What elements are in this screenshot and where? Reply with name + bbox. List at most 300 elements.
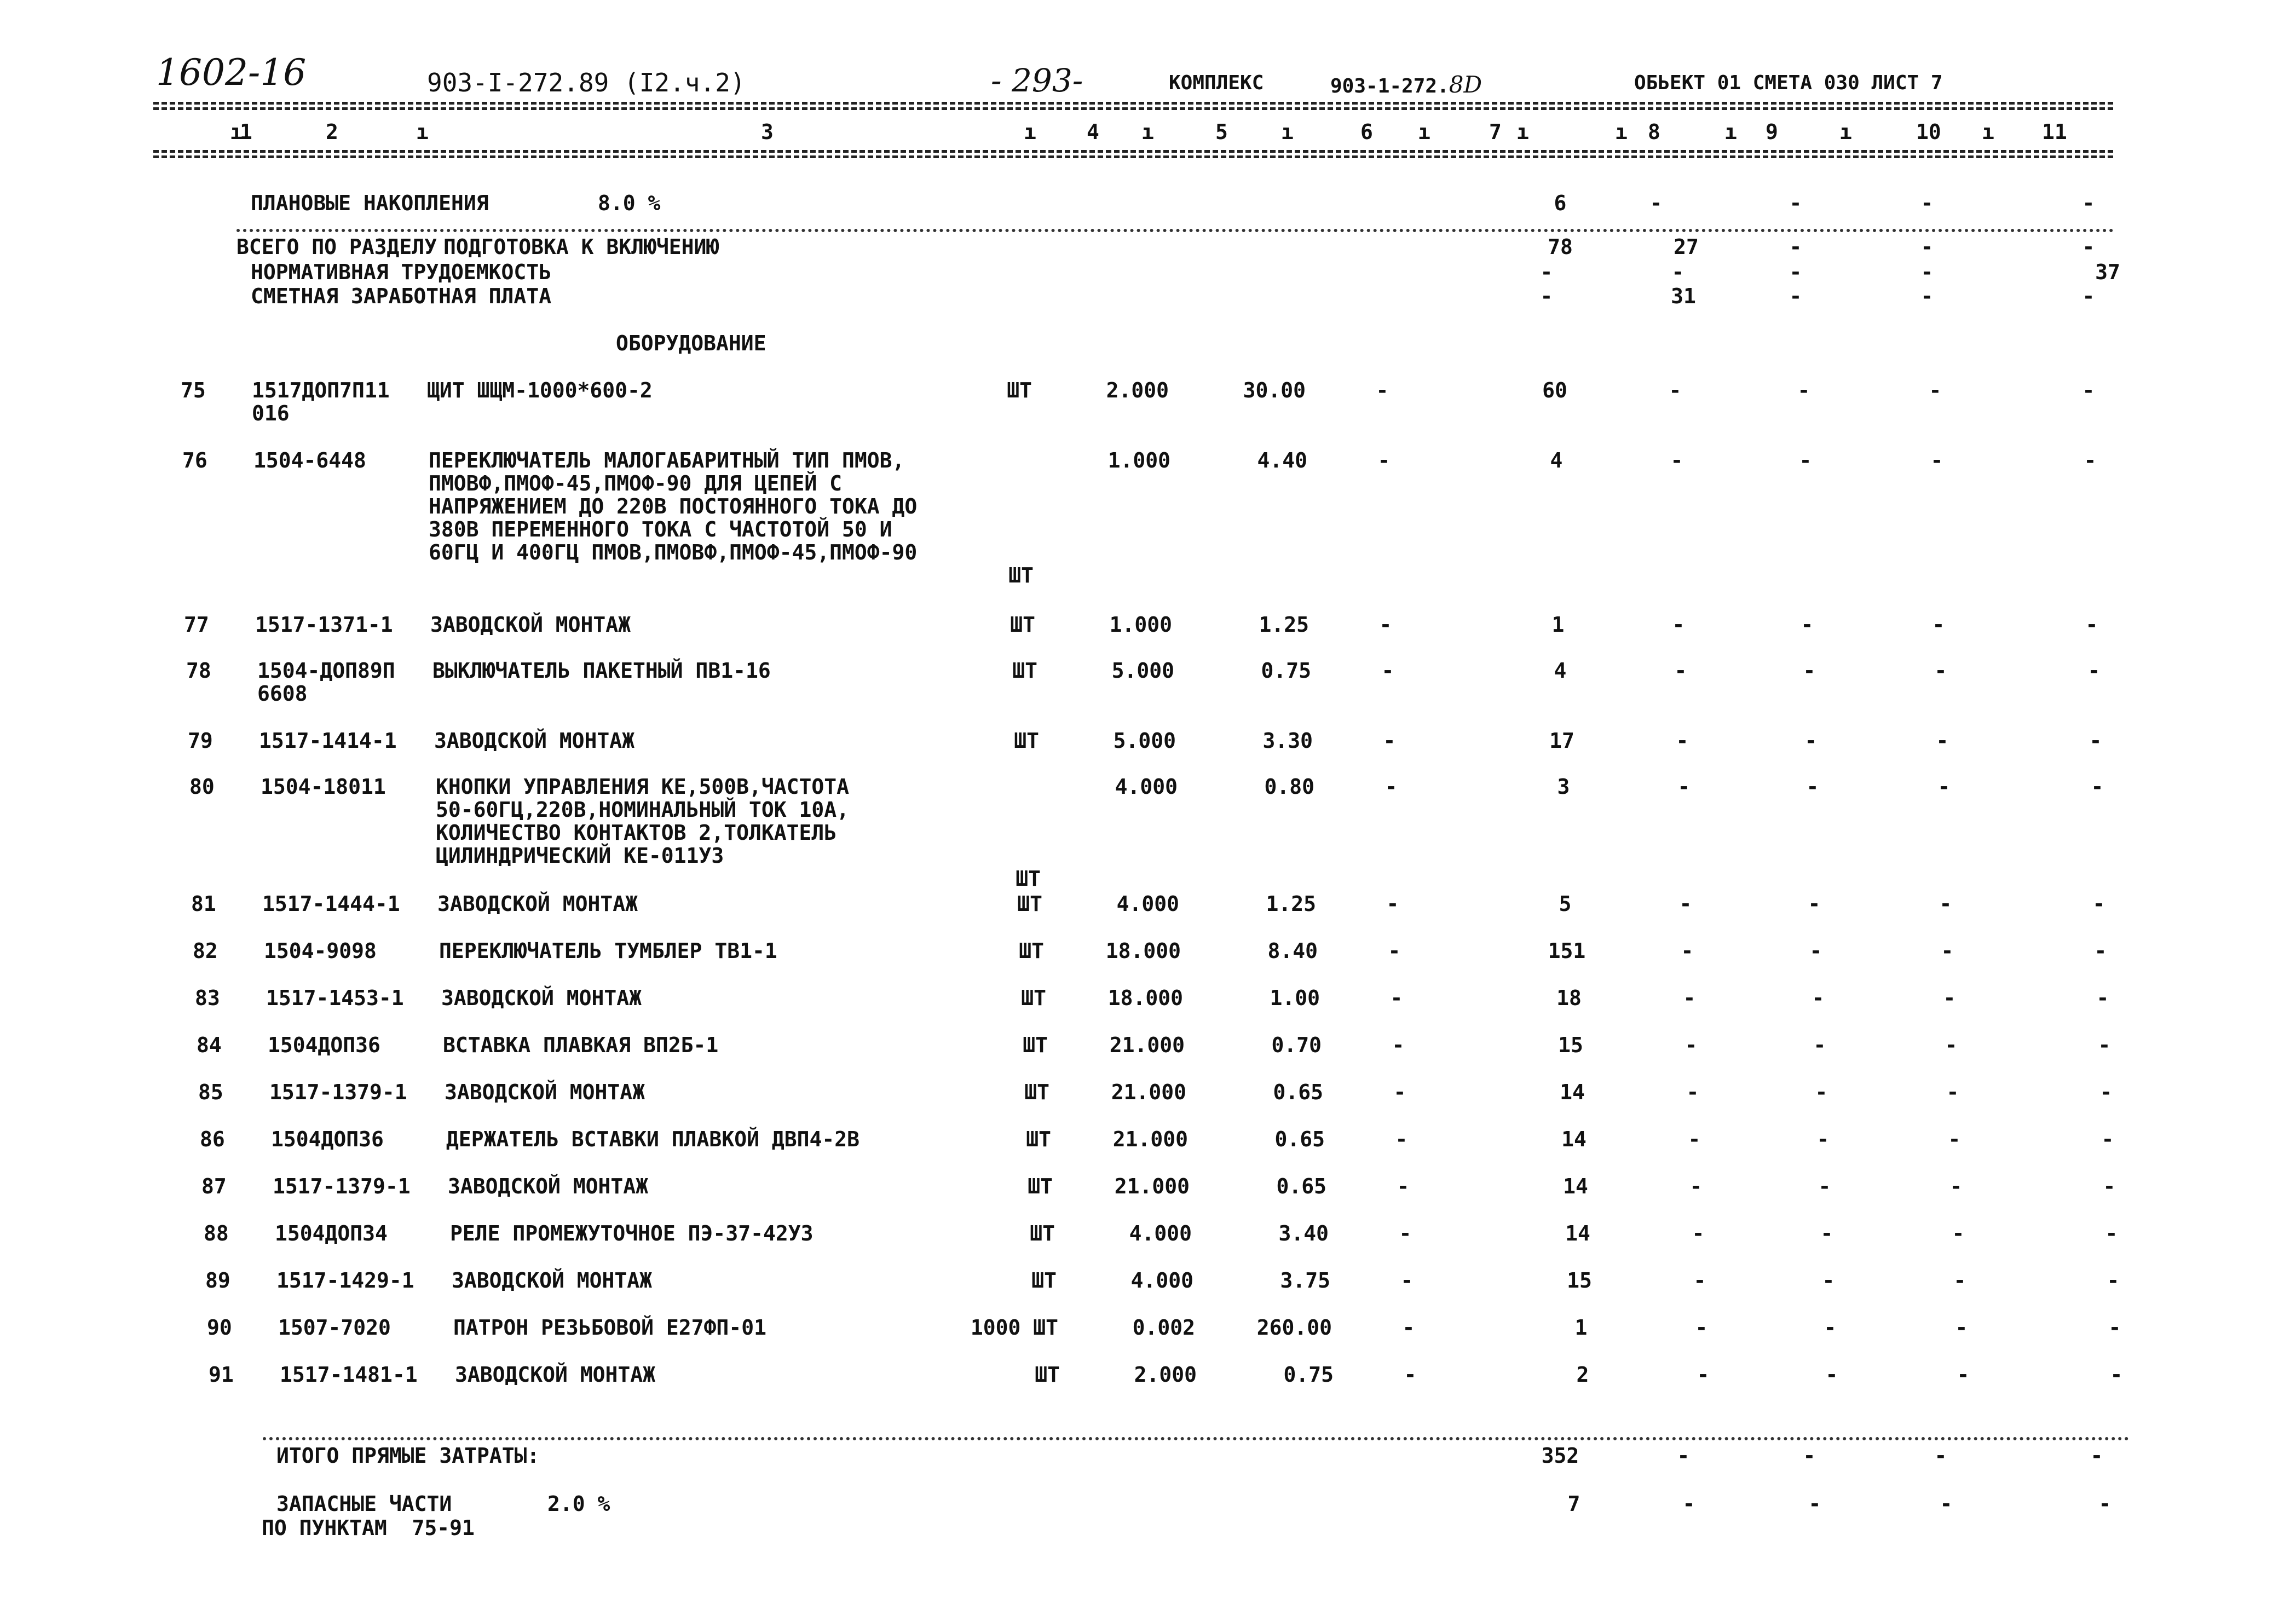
item-c6: - — [1402, 1315, 1415, 1340]
item-description-line: ПМОВФ,ПМОФ-45,ПМОФ-90 ДЛЯ ЦЕПЕЙ С — [429, 471, 842, 495]
item-c8: - — [1672, 613, 1685, 637]
item-quantity: 4.000 — [1129, 1221, 1192, 1245]
item-quantity: 1.000 — [1109, 613, 1172, 637]
section-total-r1-c10: - — [1920, 235, 1934, 259]
item-c10: - — [1932, 613, 1945, 637]
item-unit: ШТ — [1012, 659, 1037, 683]
item-number: 90 — [207, 1315, 232, 1340]
item-c10: - — [1934, 659, 1947, 683]
item-price: 1.25 — [1266, 892, 1316, 916]
item-c10: - — [1949, 1174, 1963, 1198]
item-price: 3.30 — [1262, 729, 1313, 753]
item-code: 1507-7020 — [278, 1315, 391, 1340]
item-code: 1504ДОП36 — [268, 1033, 380, 1057]
planned-savings-percent: 8.0 % — [598, 191, 661, 215]
item-c8: - — [1679, 892, 1692, 916]
item-unit: ШТ — [1024, 1080, 1049, 1104]
item-code: 1504ДОП36 — [271, 1127, 384, 1151]
item-c6: - — [1379, 613, 1392, 637]
item-c7: 3 — [1557, 775, 1570, 799]
section-title: ОБОРУДОВАНИЕ — [616, 331, 766, 355]
item-number: 81 — [191, 892, 216, 916]
item-quantity: 5.000 — [1111, 659, 1174, 683]
item-price: 30.00 — [1243, 378, 1306, 402]
item-c8: - — [1683, 986, 1696, 1010]
direct-costs-c9: - — [1803, 1444, 1816, 1468]
planned-savings-c8: - — [1649, 191, 1663, 215]
item-code: 1517ДОП7П11 — [252, 378, 390, 402]
section-total-r3-c10: - — [1920, 284, 1934, 308]
item-number: 82 — [193, 939, 218, 963]
item-c9: - — [1820, 1221, 1833, 1245]
item-c8: - — [1695, 1315, 1708, 1340]
item-c10: - — [1948, 1127, 1961, 1151]
item-c10: - — [1937, 775, 1951, 799]
item-unit: ШТ — [1019, 939, 1044, 963]
item-c7: 1 — [1574, 1315, 1588, 1340]
item-number: 84 — [197, 1033, 222, 1057]
item-unit: ШТ — [1026, 1127, 1051, 1151]
item-unit: ШТ — [1017, 892, 1042, 916]
item-quantity: 21.000 — [1114, 1174, 1190, 1198]
spare-parts-c8: - — [1682, 1492, 1695, 1516]
item-description-line: ЦИЛИНДРИЧЕСКИЙ КЕ-011У3 — [436, 844, 724, 868]
item-code: 1517-1429-1 — [276, 1268, 414, 1293]
table-row — [0, 1129, 2296, 1162]
table-row — [0, 1317, 2296, 1350]
item-price: 3.40 — [1278, 1221, 1329, 1245]
item-code: 1504ДОП34 — [275, 1221, 388, 1245]
table-row — [0, 1270, 2296, 1303]
item-unit: ШТ — [1023, 1033, 1048, 1057]
item-c10: - — [1957, 1363, 1970, 1387]
column-separator: ı — [1141, 120, 1154, 144]
item-c11: - — [2082, 378, 2095, 402]
planned-savings-c7: 6 — [1554, 191, 1567, 215]
item-unit: ШТ — [1028, 1174, 1053, 1198]
section-total-r1-c11: - — [2082, 235, 2095, 259]
section-total-r2-c9: - — [1789, 260, 1802, 284]
item-quantity: 4.000 — [1130, 1268, 1193, 1293]
header-rule-top-2 — [153, 107, 2113, 110]
column-separator: ı — [1724, 120, 1737, 144]
page-number: - 293- — [991, 62, 1083, 99]
section-total-label: ВСЕГО ПО РАЗДЕЛУ — [236, 235, 437, 259]
item-number: 91 — [209, 1363, 234, 1387]
direct-costs-dotted-rule — [263, 1437, 2130, 1440]
item-description-line: ЗАВОДСКОЙ МОНТАЖ — [445, 1080, 645, 1104]
section-total-r2-c7: - — [1540, 260, 1553, 284]
item-description-line: ПЕРЕКЛЮЧАТЕЛЬ МАЛОГАБАРИТНЫЙ ТИП ПМОВ, — [429, 448, 905, 472]
item-description-line: 60ГЦ И 400ГЦ ПМОВ,ПМОВФ,ПМОФ-45,ПМОФ-90 — [429, 540, 918, 564]
item-c7: 4 — [1550, 448, 1563, 472]
item-c11: - — [2089, 729, 2102, 753]
item-c10: - — [1939, 892, 1952, 916]
item-c7: 14 — [1560, 1080, 1585, 1104]
section-total-r1-c9: - — [1789, 235, 1802, 259]
item-c11: - — [2085, 613, 2098, 637]
column-number: 9 — [1766, 120, 1778, 144]
item-description-line: ВСТАВКА ПЛАВКАЯ ВП2Б-1 — [443, 1033, 719, 1057]
item-description-line: ПАТРОН РЕЗЬБОВОЙ Е27ФП-01 — [453, 1315, 766, 1340]
item-c9: - — [1813, 1033, 1826, 1057]
item-c8: - — [1686, 1080, 1699, 1104]
table-row — [0, 1364, 2296, 1397]
item-c7: 5 — [1559, 892, 1572, 916]
spare-parts-c11: - — [2098, 1492, 2112, 1516]
item-c7: 14 — [1565, 1221, 1590, 1245]
item-c10: - — [1955, 1315, 1968, 1340]
item-c10: - — [1936, 729, 1949, 753]
item-c6: - — [1383, 729, 1396, 753]
item-c9: - — [1824, 1315, 1837, 1340]
item-description-line: ЩИТ ШЩМ-1000*600-2 — [427, 378, 653, 402]
section-total-r3-c9: - — [1789, 284, 1802, 308]
direct-costs-c8: - — [1677, 1444, 1690, 1468]
section-total-dotted-rule — [236, 229, 2114, 232]
spare-parts-c7: 7 — [1567, 1492, 1580, 1516]
item-c10: - — [1945, 1033, 1958, 1057]
item-number: 86 — [200, 1127, 225, 1151]
item-number: 89 — [205, 1268, 230, 1293]
table-row — [0, 730, 2296, 763]
item-description-line: НАПРЯЖЕНИЕМ ДО 220В ПОСТОЯННОГО ТОКА ДО — [429, 494, 918, 518]
item-code: 1517-1444-1 — [262, 892, 400, 916]
table-row — [0, 448, 2296, 587]
item-c7: 4 — [1554, 659, 1567, 683]
item-description-line: ЗАВОДСКОЙ МОНТАЖ — [452, 1268, 653, 1293]
column-separator: ı — [1024, 120, 1036, 144]
item-c11: - — [2110, 1363, 2123, 1387]
column-separator: ı — [1418, 120, 1430, 144]
item-c9: - — [1801, 613, 1814, 637]
item-c6: - — [1376, 378, 1389, 402]
item-c11: - — [2103, 1174, 2116, 1198]
table-row — [0, 1176, 2296, 1209]
item-price: 0.75 — [1261, 659, 1311, 683]
column-separator: ı — [1839, 120, 1852, 144]
item-quantity: 21.000 — [1112, 1127, 1188, 1151]
planned-savings-c11: - — [2082, 191, 2095, 215]
direct-costs-c11: - — [2090, 1444, 2103, 1468]
item-price: 1.25 — [1259, 613, 1309, 637]
planned-savings-c9: - — [1789, 191, 1802, 215]
section-total-r3-c11: - — [2082, 284, 2095, 308]
item-unit: ШТ — [1021, 986, 1046, 1010]
complex-label: КОМПЛЕКС — [1169, 72, 1264, 94]
item-c6: - — [1390, 986, 1403, 1010]
item-c8: - — [1670, 448, 1683, 472]
spare-parts-percent: 2.0 % — [547, 1492, 610, 1516]
item-unit: ШТ — [1030, 1221, 1055, 1245]
item-description-line: ЗАВОДСКОЙ МОНТАЖ — [437, 892, 638, 916]
item-c8: - — [1684, 1033, 1698, 1057]
item-price: 8.40 — [1267, 939, 1318, 963]
item-code: 1517-1379-1 — [273, 1174, 411, 1198]
table-row — [0, 378, 2296, 425]
item-number: 79 — [188, 729, 213, 753]
column-number: 4 — [1087, 120, 1099, 144]
item-c11: - — [2084, 448, 2097, 472]
section-total-r1-c8: 27 — [1674, 235, 1699, 259]
item-c11: - — [2108, 1315, 2121, 1340]
item-c7: 15 — [1567, 1268, 1592, 1293]
column-separator: ı — [416, 120, 429, 144]
column-separator: ı — [230, 120, 243, 144]
sheet-code: 1602-16 — [156, 51, 307, 94]
item-code: 1517-1371-1 — [255, 613, 393, 637]
item-description-line: ПЕРЕКЛЮЧАТЕЛЬ ТУМБЛЕР ТВ1-1 — [439, 939, 777, 963]
item-c11: - — [2107, 1268, 2120, 1293]
table-row — [0, 1082, 2296, 1115]
column-number: 10 — [1916, 120, 1941, 144]
column-number: 11 — [2042, 120, 2067, 144]
section-total-r1-c7: 78 — [1548, 235, 1573, 259]
item-quantity: 2.000 — [1134, 1363, 1197, 1387]
item-c8: - — [1688, 1127, 1701, 1151]
item-unit: ШТ — [1016, 867, 1041, 891]
item-c9: - — [1804, 729, 1818, 753]
planned-savings-label: ПЛАНОВЫЕ НАКОПЛЕНИЯ — [251, 191, 489, 215]
item-c10: - — [1952, 1221, 1965, 1245]
table-row — [0, 941, 2296, 973]
item-c6: - — [1397, 1174, 1410, 1198]
item-description-line: 380В ПЕРЕМЕННОГО ТОКА С ЧАСТОТОЙ 50 И — [429, 517, 892, 541]
item-price: 0.65 — [1276, 1174, 1326, 1198]
item-description-line: РЕЛЕ ПРОМЕЖУТОЧНОЕ ПЭ-37-42У3 — [450, 1221, 814, 1245]
item-c7: 17 — [1549, 729, 1574, 753]
item-c10: - — [1930, 448, 1943, 472]
item-unit: ШТ — [1008, 563, 1034, 587]
item-description-line: ЗАВОДСКОЙ МОНТАЖ — [448, 1174, 649, 1198]
table-row — [0, 1223, 2296, 1256]
item-quantity: 21.000 — [1111, 1080, 1186, 1104]
column-separator: ı — [1281, 120, 1294, 144]
item-code-continued: 6608 — [257, 682, 308, 706]
item-c11: - — [2096, 986, 2109, 1010]
complex-code: 903-1-272.8D — [1330, 71, 1482, 98]
item-description-line: ЗАВОДСКОЙ МОНТАЖ — [441, 986, 642, 1010]
item-c6: - — [1388, 939, 1401, 963]
item-price: 3.75 — [1280, 1268, 1330, 1293]
item-c9: - — [1812, 986, 1825, 1010]
item-quantity: 2.000 — [1106, 378, 1169, 402]
section-total-r2-c11: 37 — [2095, 260, 2120, 284]
header-rule-top — [153, 102, 2113, 105]
item-c8: - — [1674, 659, 1687, 683]
table-row — [0, 775, 2296, 891]
item-number: 80 — [189, 775, 215, 799]
item-c9: - — [1808, 892, 1821, 916]
item-number: 78 — [186, 659, 211, 683]
item-c8: - — [1676, 729, 1689, 753]
table-row — [0, 659, 2296, 706]
item-c8: - — [1692, 1221, 1705, 1245]
item-description-line: ЗАВОДСКОЙ МОНТАЖ — [455, 1363, 656, 1387]
item-c7: 14 — [1563, 1174, 1588, 1198]
item-c6: - — [1404, 1363, 1417, 1387]
column-number: 8 — [1648, 120, 1660, 144]
item-c11: - — [2098, 1033, 2111, 1057]
item-c9: - — [1818, 1174, 1831, 1198]
item-price: 260.00 — [1256, 1315, 1332, 1340]
item-c7: 60 — [1542, 378, 1567, 402]
object-info: ОБЬЕКТ 01 СМЕТА 030 ЛИСТ 7 — [1634, 72, 1943, 94]
item-number: 77 — [184, 613, 209, 637]
item-c9: - — [1809, 939, 1822, 963]
column-number: 6 — [1360, 120, 1373, 144]
item-code: 1504-6448 — [253, 448, 366, 472]
direct-costs-c7: 352 — [1541, 1444, 1579, 1468]
item-unit: ШТ — [1010, 613, 1035, 637]
item-c9: - — [1822, 1268, 1835, 1293]
item-quantity: 4.000 — [1115, 775, 1178, 799]
item-quantity: 18.000 — [1105, 939, 1181, 963]
column-separator: ı — [1982, 120, 1994, 144]
item-unit: ШТ — [1014, 729, 1039, 753]
table-row — [0, 1035, 2296, 1068]
item-c6: - — [1384, 775, 1398, 799]
item-c9: - — [1803, 659, 1816, 683]
item-c9: - — [1806, 775, 1819, 799]
item-quantity: 18.000 — [1107, 986, 1183, 1010]
item-price: 0.70 — [1271, 1033, 1322, 1057]
item-c10: - — [1953, 1268, 1966, 1293]
item-code-continued: 016 — [252, 401, 290, 425]
item-c9: - — [1815, 1080, 1828, 1104]
item-c8: - — [1693, 1268, 1706, 1293]
estimated-wage-label: СМЕТНАЯ ЗАРАБОТНАЯ ПЛАТА — [251, 284, 552, 308]
item-unit: 1000 ШТ — [970, 1315, 1058, 1340]
project-code: 903-I-272.89 (I2.ч.2) — [427, 68, 746, 97]
header-rule-bottom — [153, 150, 2113, 153]
item-c11: - — [2087, 659, 2101, 683]
item-c11: - — [2094, 939, 2107, 963]
item-c6: - — [1400, 1268, 1414, 1293]
item-price: 1.00 — [1270, 986, 1320, 1010]
item-code: 1517-1379-1 — [269, 1080, 407, 1104]
item-price: 0.65 — [1274, 1127, 1325, 1151]
item-quantity: 5.000 — [1113, 729, 1176, 753]
item-c6: - — [1399, 1221, 1412, 1245]
item-description-line: КОЛИЧЕСТВО КОНТАКТОВ 2,ТОЛКАТЕЛЬ — [436, 821, 837, 845]
item-c8: - — [1681, 939, 1694, 963]
item-c7: 14 — [1561, 1127, 1587, 1151]
item-number: 85 — [198, 1080, 223, 1104]
item-c10: - — [1929, 378, 1942, 402]
item-c7: 15 — [1558, 1033, 1583, 1057]
column-separator: ı — [1615, 120, 1628, 144]
section-total-r2-c8: - — [1671, 260, 1684, 284]
item-c7: 2 — [1576, 1363, 1589, 1387]
direct-costs-c10: - — [1934, 1444, 1947, 1468]
item-c7: 151 — [1548, 939, 1586, 963]
item-code: 1504-9098 — [264, 939, 377, 963]
item-c10: - — [1946, 1080, 1959, 1104]
column-number: 3 — [761, 120, 774, 144]
item-number: 75 — [181, 378, 206, 402]
section-total-r2-c10: - — [1920, 260, 1934, 284]
item-c6: - — [1393, 1080, 1406, 1104]
item-c9: - — [1799, 448, 1812, 472]
item-description-line: 50-60ГЦ,220В,НОМИНАЛЬНЫЙ ТОК 10А, — [436, 798, 849, 822]
header-rule-bottom-2 — [153, 155, 2113, 158]
item-quantity: 21.000 — [1109, 1033, 1185, 1057]
item-price: 0.65 — [1273, 1080, 1323, 1104]
complex-code-handwritten: 8D — [1449, 71, 1482, 98]
item-code: 1504-18011 — [261, 775, 386, 799]
item-c11: - — [2092, 892, 2105, 916]
item-c6: - — [1392, 1033, 1405, 1057]
table-row — [0, 988, 2296, 1020]
column-number: 2 — [326, 120, 338, 144]
item-c11: - — [2105, 1221, 2118, 1245]
spare-parts-items: ПО ПУНКТАМ 75-91 — [262, 1516, 475, 1540]
item-code: 1517-1481-1 — [280, 1363, 418, 1387]
item-number: 76 — [182, 448, 207, 472]
item-c8: - — [1697, 1363, 1710, 1387]
column-number: 1 — [240, 120, 252, 144]
item-c9: - — [1797, 378, 1810, 402]
item-number: 87 — [201, 1174, 227, 1198]
item-c6: - — [1386, 892, 1399, 916]
column-number: 7 — [1489, 120, 1502, 144]
item-c7: 1 — [1551, 613, 1565, 637]
direct-costs-label: ИТОГО ПРЯМЫЕ ЗАТРАТЫ: — [276, 1444, 540, 1468]
item-c10: - — [1943, 986, 1956, 1010]
item-c11: - — [2101, 1127, 2114, 1151]
table-row — [0, 893, 2296, 926]
item-quantity: 0.002 — [1132, 1315, 1195, 1340]
item-c11: - — [2091, 775, 2104, 799]
item-c6: - — [1381, 659, 1394, 683]
item-c9: - — [1816, 1127, 1830, 1151]
column-number: 5 — [1215, 120, 1228, 144]
item-description-line: КНОПКИ УПРАВЛЕНИЯ КЕ,500В,ЧАСТОТА — [436, 775, 849, 799]
item-number: 83 — [195, 986, 220, 1010]
planned-savings-c10: - — [1920, 191, 1934, 215]
spare-parts-c10: - — [1940, 1492, 1953, 1516]
item-c8: - — [1669, 378, 1682, 402]
section-total-name: ПОДГОТОВКА К ВКЛЮЧЕНИЮ — [443, 235, 719, 259]
item-description-line: ЗАВОДСКОЙ МОНТАЖ — [430, 613, 631, 637]
item-price: 0.75 — [1283, 1363, 1334, 1387]
item-c8: - — [1677, 775, 1691, 799]
item-c7: 18 — [1556, 986, 1582, 1010]
item-c9: - — [1825, 1363, 1838, 1387]
item-c6: - — [1377, 448, 1391, 472]
item-c11: - — [2099, 1080, 2113, 1104]
item-c6: - — [1395, 1127, 1408, 1151]
item-code: 1517-1414-1 — [259, 729, 397, 753]
section-total-r3-c8: 31 — [1671, 284, 1696, 308]
item-price: 0.80 — [1264, 775, 1314, 799]
column-separator: ı — [1516, 120, 1529, 144]
item-c8: - — [1689, 1174, 1703, 1198]
item-price: 4.40 — [1257, 448, 1307, 472]
item-unit: ШТ — [1035, 1363, 1060, 1387]
item-description-line: ЗАВОДСКОЙ МОНТАЖ — [434, 729, 635, 753]
item-description-line: ВЫКЛЮЧАТЕЛЬ ПАКЕТНЫЙ ПВ1-16 — [432, 659, 771, 683]
item-quantity: 4.000 — [1116, 892, 1179, 916]
section-total-r3-c7: - — [1540, 284, 1553, 308]
item-code: 1517-1453-1 — [266, 986, 404, 1010]
item-unit: ШТ — [1007, 378, 1032, 402]
item-code: 1504-ДОП89П — [257, 659, 395, 683]
item-unit: ШТ — [1031, 1268, 1057, 1293]
labor-intensity-label: НОРМАТИВНАЯ ТРУДОЕМКОСТЬ — [251, 260, 552, 284]
item-number: 88 — [204, 1221, 229, 1245]
